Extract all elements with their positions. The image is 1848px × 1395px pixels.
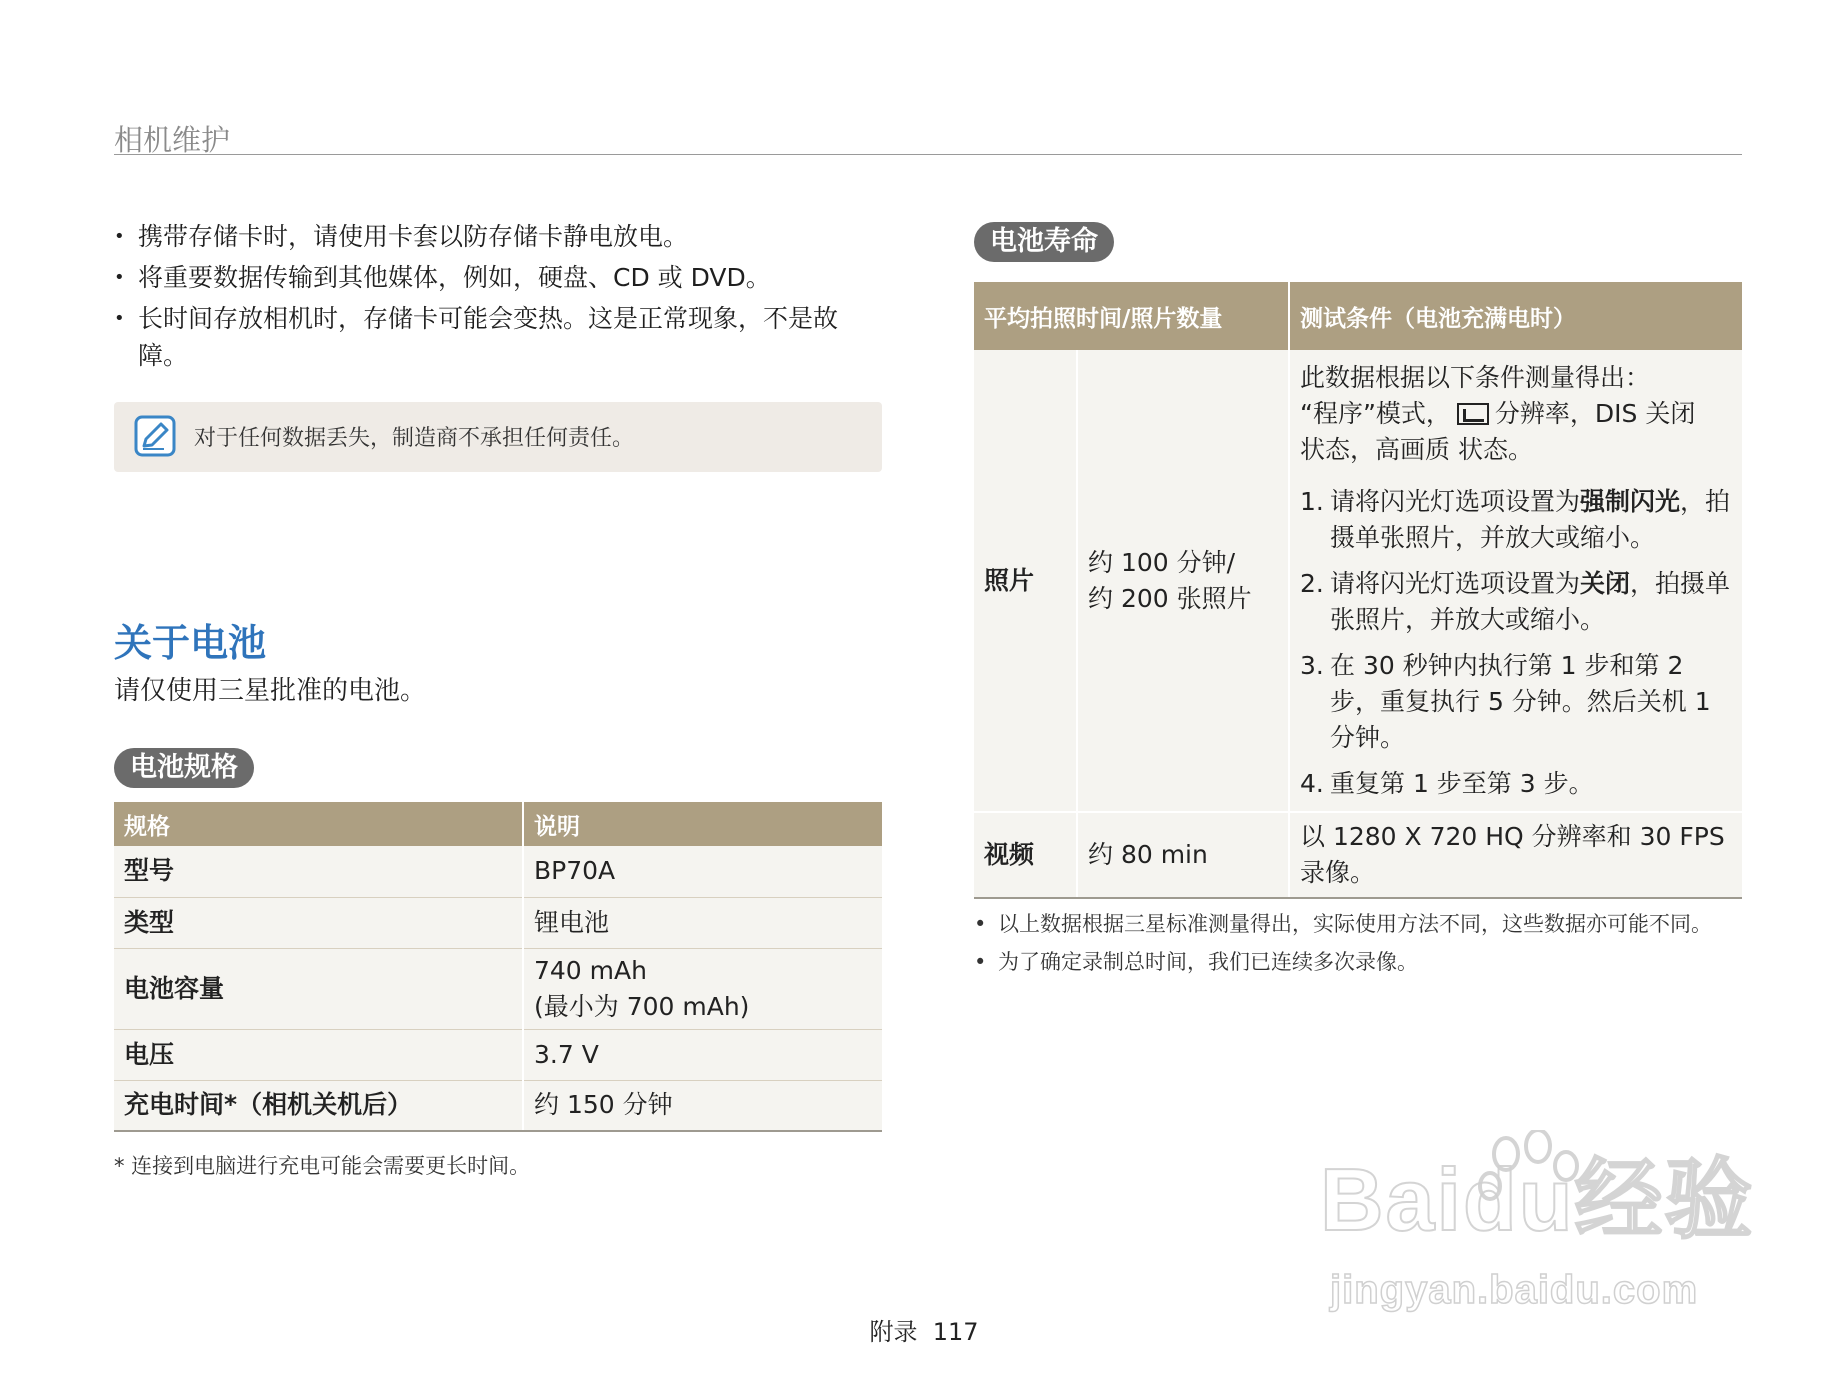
resolution-icon (1457, 403, 1489, 425)
row-label-photo: 照片 (974, 350, 1077, 812)
battery-spec-label: 电池规格 (114, 748, 254, 788)
table-row-photo (974, 350, 1742, 812)
page-number: 117 (932, 1318, 979, 1346)
page-footer (0, 1312, 1848, 1347)
note-item: • 为了确定录制总时间，我们已连续多次录像。 (974, 946, 1714, 978)
maintenance-bullets (114, 218, 874, 378)
spec-value-line: 740 mAh (534, 955, 647, 985)
step-number: 3. (1300, 651, 1324, 680)
table-row (114, 1029, 882, 1080)
test-steps (1300, 484, 1732, 802)
battery-life-notes (974, 908, 1714, 984)
spec-name: 电池容量 (114, 948, 523, 1029)
step-number: 2. (1300, 569, 1324, 598)
step-bold: 关闭 (1580, 569, 1631, 598)
column-header: 规格 (114, 802, 523, 846)
note-pencil-icon (134, 415, 176, 457)
spec-value: 3.7 V (523, 1029, 882, 1080)
conditions-intro (1300, 360, 1732, 468)
note-text: 对于任何数据丢失，制造商不承担任何责任。 (194, 426, 635, 451)
step-text: ，拍摄单张照片，并放大或缩小。 (1330, 487, 1731, 552)
table-row (114, 1080, 882, 1131)
table-row (114, 948, 882, 1029)
spec-value-line: (最小为 700 mAh) (534, 991, 750, 1021)
step-text: 请将闪光灯选项设置为 (1330, 569, 1581, 598)
step-bold: 强制闪光 (1580, 487, 1681, 516)
table-row-video (974, 812, 1742, 898)
photo-value-line: 约 100 分钟/ (1088, 547, 1236, 577)
spec-value: 约 150 分钟 (523, 1080, 882, 1131)
spec-name: 充电时间*（相机关机后） (114, 1080, 523, 1131)
list-item (1300, 648, 1732, 756)
spec-value (523, 948, 882, 1029)
column-header: 说明 (523, 802, 882, 846)
step-text: 重复第 1 步至第 3 步。 (1330, 769, 1594, 798)
battery-life-table (974, 282, 1742, 899)
list-item (1300, 566, 1732, 638)
battery-spec-table (114, 802, 882, 1132)
photo-value-line: 约 200 张照片 (1088, 583, 1252, 613)
intro-resolution: 分辨率，DIS 关闭 (1494, 399, 1696, 428)
watermark-logo: Baidu经验 (1320, 1150, 1755, 1249)
step-text: 在 30 秒钟内执行第 1 步和第 2 步，重复执行 5 分钟。然后关机 1 分钟。 (1330, 651, 1711, 752)
intro-line: 此数据根据以下条件测量得出： (1300, 363, 1651, 392)
note-item: • 以上数据根据三星标准测量得出，实际使用方法不同，这些数据亦可能不同。 (974, 908, 1714, 940)
step-number: 4. (1300, 769, 1324, 798)
row-label-video: 视频 (974, 812, 1077, 898)
table-header-row (974, 282, 1742, 350)
intro-mode: “程序”模式， (1300, 399, 1451, 428)
bullet-item: • 携带存储卡时，请使用卡套以防存储卡静电放电。 (114, 218, 874, 255)
intro-line (1300, 396, 1732, 432)
section-title-maintenance: 相机维护 (114, 123, 231, 157)
spec-value: BP70A (523, 846, 882, 897)
column-header: 平均拍照时间/照片数量 (974, 282, 1289, 350)
video-condition: 以 1280 X 720 HQ 分辨率和 30 FPS 录像。 (1289, 812, 1742, 898)
table-row (114, 897, 882, 948)
section-header (114, 114, 1742, 155)
video-value: 约 80 min (1077, 812, 1289, 898)
battery-section-title: 关于电池 (114, 621, 267, 665)
table-row (114, 846, 882, 897)
photo-value (1077, 350, 1289, 812)
intro-line: 状态，高画质 状态。 (1300, 435, 1533, 464)
bullet-item: • 将重要数据传输到其他媒体，例如，硬盘、CD 或 DVD。 (114, 259, 874, 296)
spec-name: 电压 (114, 1029, 523, 1080)
spec-name: 型号 (114, 846, 523, 897)
list-item (1300, 484, 1732, 556)
step-text: ，拍摄单张照片，并放大或缩小。 (1330, 569, 1731, 634)
bullet-item: • 长时间存放相机时，存储卡可能会变热。这是正常现象，不是故障。 (114, 300, 874, 374)
spec-name: 类型 (114, 897, 523, 948)
footer-section: 附录 (869, 1318, 918, 1346)
step-number: 1. (1300, 487, 1324, 516)
battery-life-label: 电池寿命 (974, 222, 1114, 262)
step-text: 请将闪光灯选项设置为 (1330, 487, 1581, 516)
battery-section-subtitle: 请仅使用三星批准的电池。 (114, 676, 427, 706)
table-header-row (114, 802, 882, 846)
spec-footnote: * 连接到电脑进行充电可能会需要更长时间。 (114, 1154, 531, 1178)
spec-value: 锂电池 (523, 897, 882, 948)
column-header: 测试条件（电池充满电时） (1289, 282, 1742, 350)
note-box (114, 402, 882, 472)
watermark-url: jingyan.baidu.com (1330, 1268, 1699, 1312)
photo-conditions (1289, 350, 1742, 812)
list-item (1300, 766, 1732, 802)
